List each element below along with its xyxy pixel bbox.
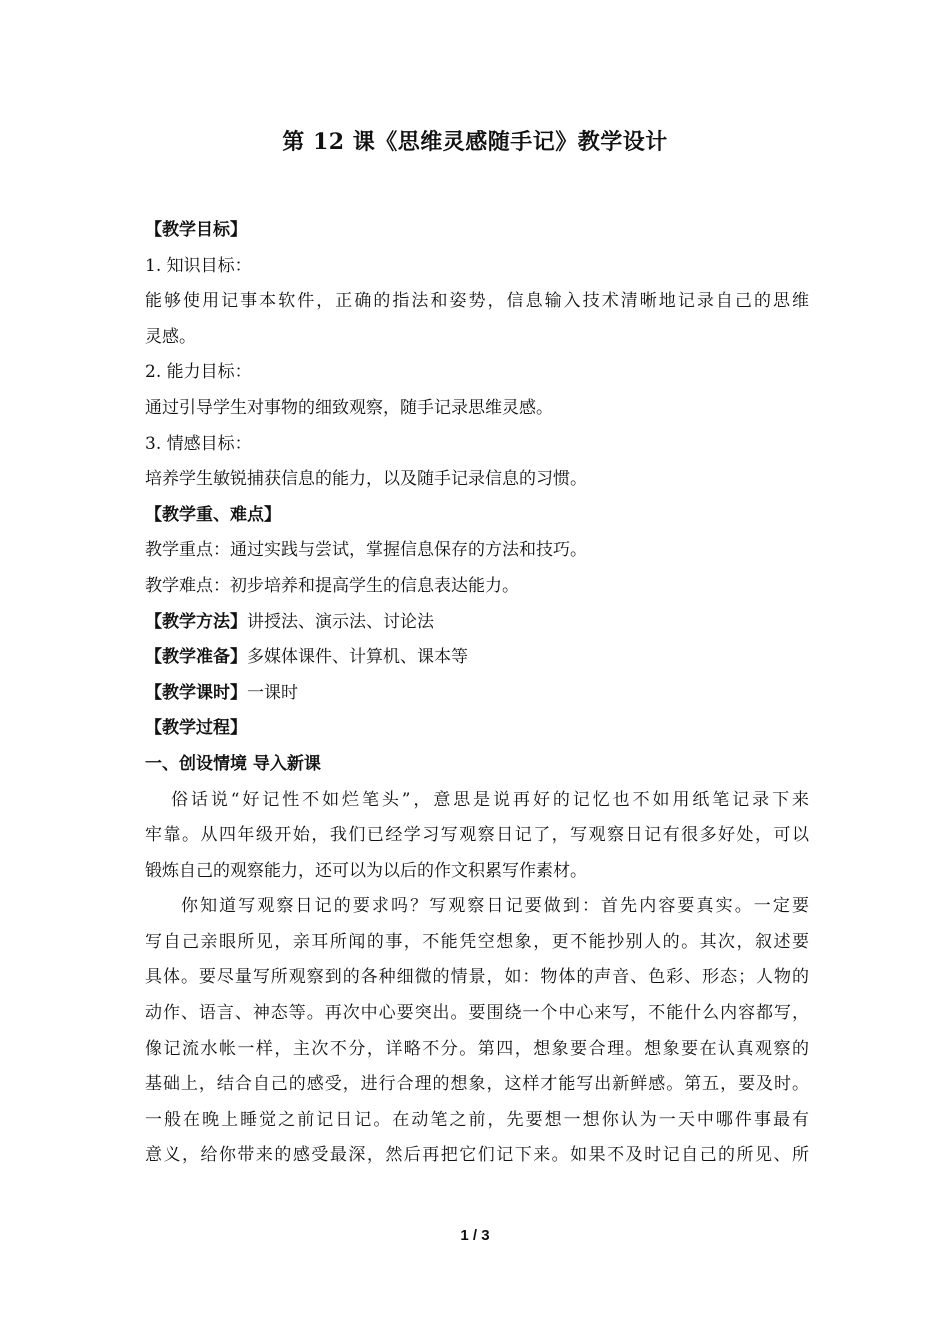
section-heading-goals: 【教学目标】 <box>145 220 247 240</box>
paragraph-2 <box>145 889 815 1174</box>
ability-goal-text: 通过引导学生对事物的细致观察，随手记录思维灵感。 <box>145 397 553 418</box>
method-value: 讲授法、演示法、讨论法 <box>247 611 434 632</box>
paragraph-1-line: 牢靠。从四年级开始，我们已经学习写观察日记了，写观察日记有很多好处，可以 <box>145 825 809 846</box>
paragraph-2-line: 写自己亲眼所见，亲耳所闻的事，不能凭空想象，更不能抄别人的。其次，叙述要 <box>145 931 809 952</box>
paragraph-1 <box>145 783 815 890</box>
ability-goal-label: 2. 能力目标： <box>145 362 252 383</box>
paragraph-1-line: 俗话说“好记性不如烂笔头”，意思是说再好的记忆也不如用纸笔记录下来 <box>171 789 809 810</box>
paragraph-2-line: 动作、语言、神态等。再次中心要突出。要围绕一个中心来写，不能什么内容都写， <box>145 1003 809 1024</box>
hours-row <box>145 676 815 712</box>
knowledge-goal-text-2: 灵感。 <box>145 326 196 347</box>
paragraph-2-line: 具体。要尽量写所观察到的各种细微的情景，如：物体的声音、色彩、形态；人物的 <box>145 967 809 988</box>
section-heading-key-points: 【教学重、难点】 <box>145 504 281 525</box>
emotion-goal-label: 3. 情感目标： <box>145 433 252 454</box>
preparation-label: 【教学准备】 <box>145 647 247 668</box>
preparation-value: 多媒体课件、计算机、课本等 <box>247 647 468 668</box>
knowledge-goal-line-1: 能够使用记事本软件，正确的指法和姿势，信息输入技术清晰地记录自己的思维 <box>145 291 809 312</box>
document-body <box>145 213 815 1174</box>
key-point-text: 教学重点：通过实践与尝试，掌握信息保存的方法和技巧。 <box>145 540 587 561</box>
method-label: 【教学方法】 <box>145 611 247 632</box>
hours-value: 一课时 <box>247 682 298 703</box>
emotion-goal-text: 培养学生敏锐捕获信息的能力，以及随手记录信息的习惯。 <box>145 469 587 490</box>
section-heading-process: 【教学过程】 <box>145 718 247 739</box>
knowledge-goal-label: 1. 知识目标： <box>145 255 252 276</box>
page-total: 3 <box>481 1227 490 1244</box>
knowledge-goal-text-1 <box>145 284 815 320</box>
difficulty-text: 教学难点：初步培养和提高学生的信息表达能力。 <box>145 575 519 596</box>
paragraph-2-line: 像记流水帐一样，主次不分，详略不分。第四，想象要合理。想象要在认真观察的 <box>145 1038 809 1059</box>
paragraph-2-line: 你知道写观察日记的要求吗？写观察日记要做到：首先内容要真实。一定要 <box>181 896 809 917</box>
paragraph-2-line: 基础上，结合自己的感受，进行合理的想象，这样才能写出新鲜感。第五，要及时。 <box>145 1074 809 1095</box>
page-number <box>0 1226 950 1246</box>
document-title: 第 12 课《思维灵感随手记》教学设计 <box>282 129 668 155</box>
paragraph-2-line: 一般在晚上睡觉之前记日记。在动笔之前，先要想一想你认为一天中哪件事最有 <box>145 1109 809 1130</box>
paragraph-2-line: 意义，给你带来的感受最深，然后再把它们记下来。如果不及时记自己的所见、所 <box>145 1145 809 1166</box>
page-current: 1 <box>460 1227 469 1244</box>
method-row <box>145 605 815 641</box>
preparation-row <box>145 640 815 676</box>
paragraph-1-line: 锻炼自己的观察能力，还可以为以后的作文积累写作素材。 <box>145 860 587 881</box>
hours-label: 【教学课时】 <box>145 682 247 703</box>
process-section1-title: 一、创设情境 导入新课 <box>145 753 321 774</box>
page-separator: / <box>472 1227 478 1244</box>
